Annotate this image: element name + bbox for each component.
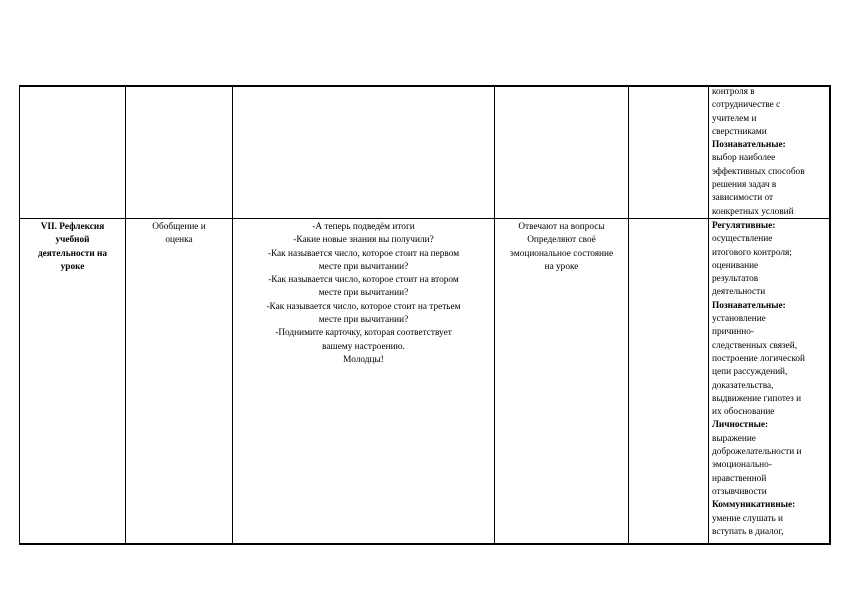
uud-line: контроля в bbox=[712, 87, 755, 97]
uud-line: итогового контроля; bbox=[712, 247, 792, 258]
method-cell bbox=[127, 221, 231, 248]
uud-heading: Регулятивные: bbox=[712, 221, 776, 231]
stage-line: VII. Рефлексия bbox=[40, 222, 105, 232]
student-line: эмоциональное состояние bbox=[509, 248, 614, 259]
uud-line: нравственной bbox=[712, 473, 767, 484]
uud-line: причинно- bbox=[712, 327, 754, 338]
uud-line: эффективных способов bbox=[712, 166, 805, 177]
teacher-activity-cell bbox=[234, 221, 493, 367]
uud-line: осуществление bbox=[712, 234, 773, 245]
teacher-line: месте при вычитании? bbox=[318, 288, 409, 299]
uud-line: доказательства, bbox=[712, 380, 774, 391]
uud-heading: Познавательные: bbox=[712, 140, 786, 151]
teacher-line: Молодцы! bbox=[343, 354, 384, 365]
col-border-4 bbox=[628, 85, 629, 545]
row-divider bbox=[19, 218, 831, 219]
uud-line: сотрудничестве с bbox=[712, 100, 781, 111]
stage-cell bbox=[21, 221, 124, 274]
uud-line: сверстниками bbox=[712, 126, 767, 137]
col-border-3 bbox=[494, 85, 495, 545]
uud-heading: Коммуникативные: bbox=[712, 500, 796, 511]
lesson-plan-table bbox=[19, 85, 831, 545]
col-border-6 bbox=[829, 85, 831, 545]
uud-heading: Личностные: bbox=[712, 420, 769, 431]
row1-uud-cell bbox=[712, 86, 828, 219]
uud-line: доброжелательности и bbox=[712, 447, 802, 458]
stage-line: уроке bbox=[60, 261, 85, 272]
uud-line: деятельности bbox=[712, 287, 766, 298]
col-border-5 bbox=[708, 85, 709, 545]
uud-line: установление bbox=[712, 314, 766, 325]
uud-line: оценивание bbox=[712, 260, 759, 271]
col-border-0 bbox=[19, 85, 20, 545]
uud-heading: Познавательные: bbox=[712, 300, 786, 311]
teacher-line: -Как называется число, которое стоит на третьем bbox=[266, 301, 461, 312]
table-bottom-border bbox=[19, 543, 831, 545]
teacher-line: -Как называется число, которое стоит на втором bbox=[268, 275, 459, 286]
teacher-line: -Поднимите карточку, которая соответствует bbox=[275, 328, 452, 339]
teacher-line: -Какие новые знания вы получили? bbox=[293, 235, 434, 246]
uud-line: умение слушать и bbox=[712, 513, 783, 524]
table-top-border bbox=[19, 85, 831, 87]
uud-line: выражение bbox=[712, 433, 756, 444]
uud-line: конкретных условий bbox=[712, 206, 794, 217]
col-border-1 bbox=[125, 85, 126, 545]
uud-line: цепи рассуждений, bbox=[712, 367, 788, 378]
student-activity-cell bbox=[496, 221, 627, 274]
teacher-line: месте при вычитании? bbox=[318, 315, 409, 326]
col-border-2 bbox=[232, 85, 233, 545]
method-line: Обобщение и bbox=[152, 222, 206, 232]
stage-line: учебной bbox=[55, 235, 90, 246]
uud-line: выбор наиболее bbox=[712, 153, 776, 164]
row2-uud-cell bbox=[712, 220, 828, 539]
uud-line: учителем и bbox=[712, 113, 757, 124]
teacher-line: -Как называется число, которое стоит на первом bbox=[267, 248, 460, 259]
stage-line: деятельности на bbox=[37, 248, 108, 259]
student-line: Отвечают на вопросы bbox=[518, 222, 605, 232]
uud-line: отзывчивости bbox=[712, 486, 767, 497]
uud-line: построение логической bbox=[712, 353, 806, 364]
uud-line: результатов bbox=[712, 274, 759, 285]
uud-line: выдвижение гипотез и bbox=[712, 393, 802, 404]
teacher-line: вашему настроению. bbox=[322, 341, 405, 352]
uud-line: эмоционально- bbox=[712, 460, 772, 471]
method-line: оценка bbox=[165, 235, 193, 246]
student-line: Определяют своё bbox=[527, 235, 596, 246]
uud-line: следственных связей, bbox=[712, 340, 798, 351]
uud-line: их обоснование bbox=[712, 407, 775, 418]
teacher-line: месте при вычитании? bbox=[318, 261, 409, 272]
teacher-line: -А теперь подведём итоги bbox=[312, 222, 415, 232]
uud-line: решения задач в bbox=[712, 180, 777, 191]
uud-line: вступать в диалог, bbox=[712, 526, 784, 537]
student-line: на уроке bbox=[544, 261, 579, 272]
uud-line: зависимости от bbox=[712, 193, 774, 204]
